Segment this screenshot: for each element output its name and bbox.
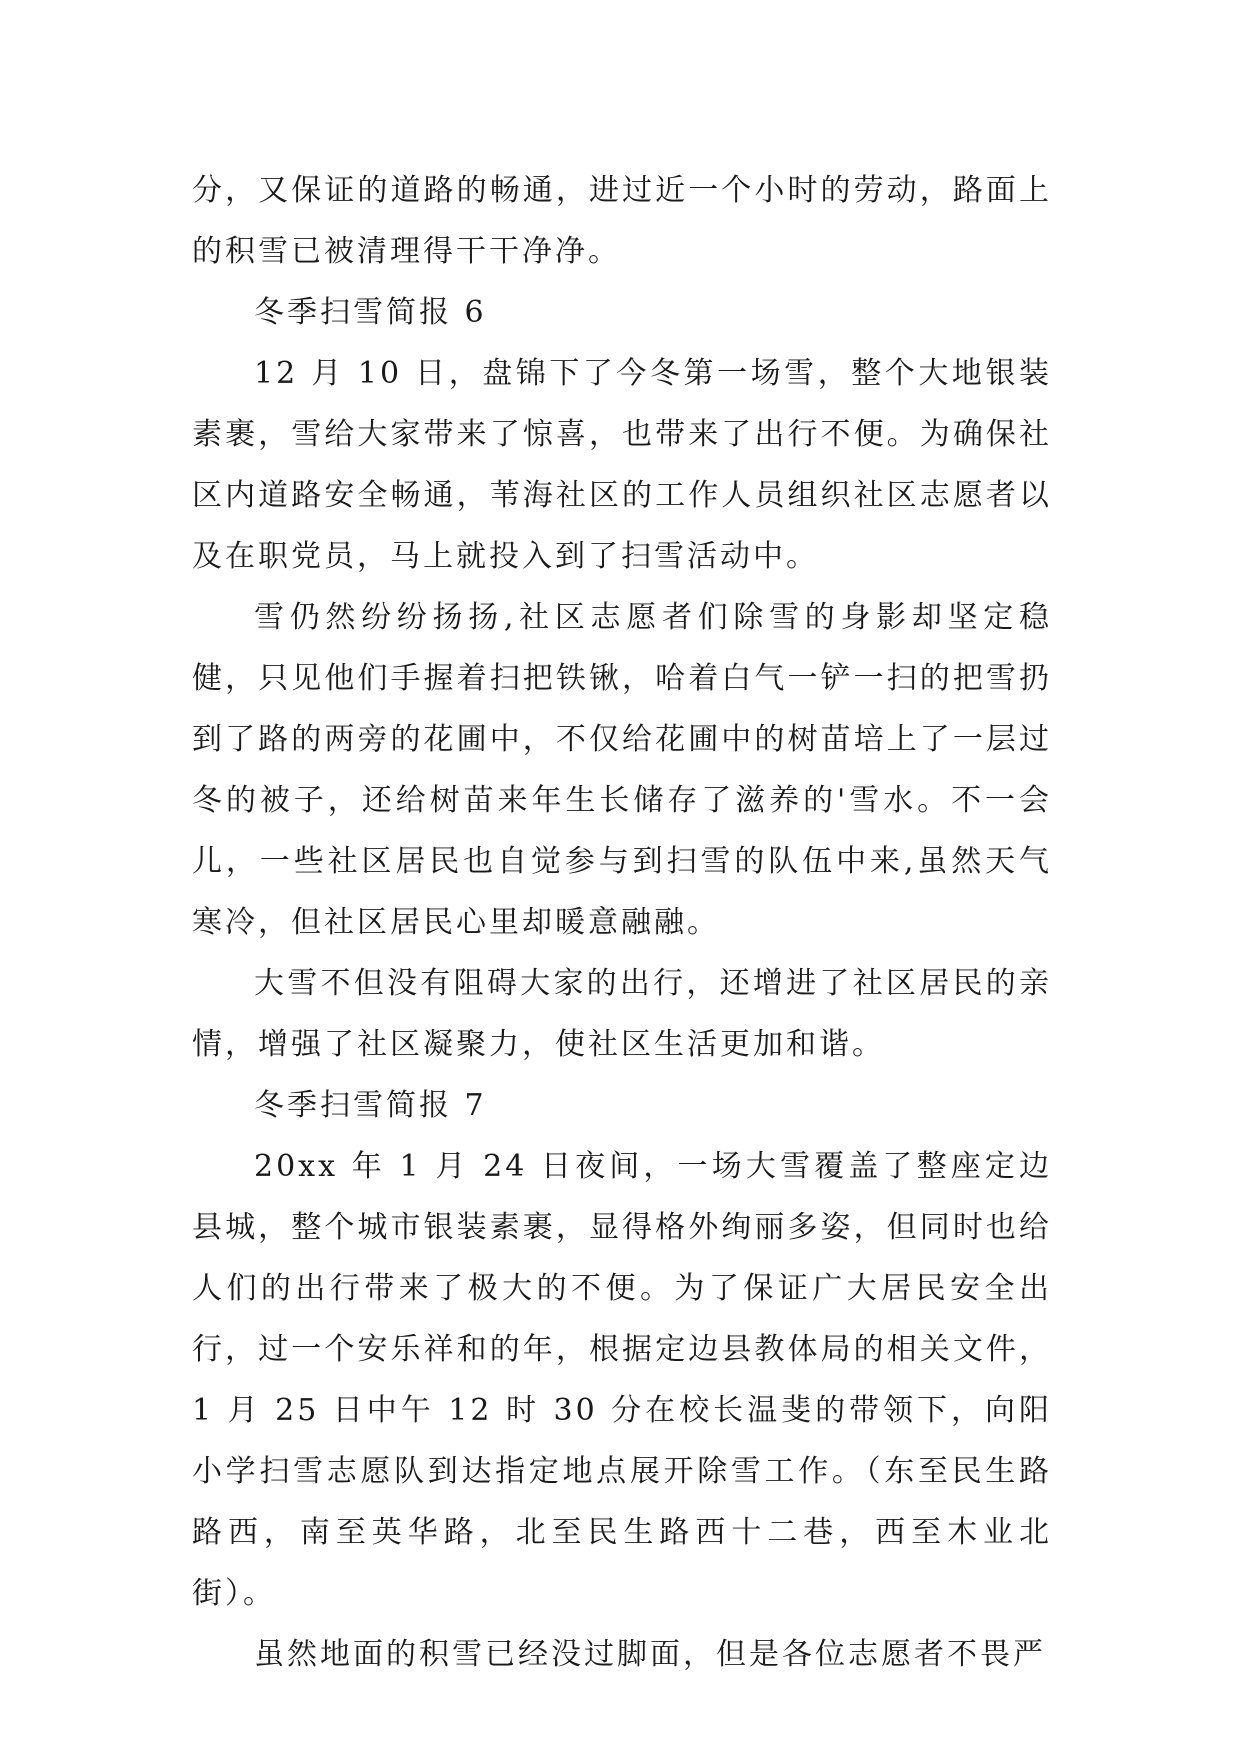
- paragraph: 雪仍然纷纷扬扬,社区志愿者们除雪的身影却坚定稳健，只见他们手握着扫把铁锹，哈着白气一铲一扫的把雪扔到了路的两旁的花圃中，不仅给花圃中的树苗培上了一层过冬的被子，还给树苗来年生长储存了滋养的'雪水。不一会儿，一些社区居民也自觉参与到扫雪的队伍中来,虽然天气寒冷，但社区居民心里却暖意融融。: [192, 600, 1052, 940]
- section-heading: 冬季扫雪简报 7: [254, 1088, 487, 1123]
- paragraph: 分，又保证的道路的畅通，进过近一个小时的劳动，路面上的积雪已被清理得干干净净。: [192, 173, 1052, 269]
- paragraph: 20xx 年 1 月 24 日夜间，一场大雪覆盖了整座定边县城，整个城市银装素裹，显得格外绚丽多姿，但同时也给人们的出行带来了极大的不便。为了保证广大居民安全出行，过一个安乐祥和的年，根据定边县教体局的相关文件，1 月 25 日中午 12 时 30 分在校长温斐的带领下，向阳小学扫雪志愿队到达指定地点展开除雪工作。（东至民生路路西，南至英华路，北至民生路西十二巷，西至木业北街）。: [192, 1149, 1052, 1611]
- document-body: [192, 160, 1052, 1685]
- paragraph: 大雪不但没有阻碍大家的出行，还增进了社区居民的亲情，增强了社区凝聚力，使社区生活更加和谐。: [192, 966, 1052, 1062]
- paragraph: 12 月 10 日，盘锦下了今冬第一场雪，整个大地银装素裹，雪给大家带来了惊喜，也带来了出行不便。为确保社区内道路安全畅通，苇海社区的工作人员组织社区志愿者以及在职党员，马上就投入到了扫雪活动中。: [192, 356, 1052, 574]
- paragraph: 虽然地面的积雪已经没过脚面，但是各位志愿者不畏严: [254, 1637, 1046, 1672]
- section-heading: 冬季扫雪简报 6: [254, 295, 487, 330]
